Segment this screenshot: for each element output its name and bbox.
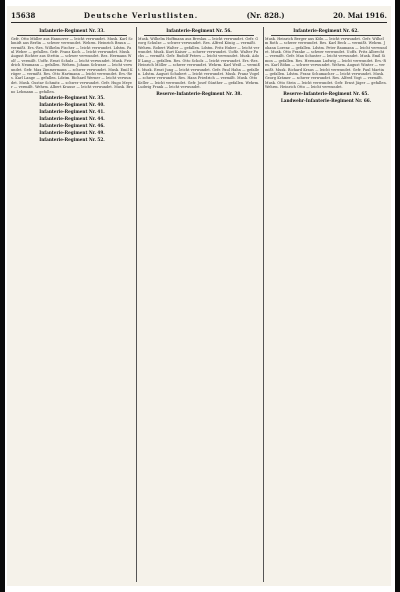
- column-divider: [136, 27, 137, 582]
- issue-date: 20. Mai 1916.: [333, 10, 387, 20]
- column-heading: Infanterie-Regiment Nr. 44.: [39, 116, 105, 122]
- column-heading: Infanterie-Regiment Nr. 33.: [39, 28, 105, 33]
- column-heading: Infanterie-Regiment Nr. 35.: [39, 95, 105, 101]
- column-2: [138, 27, 260, 582]
- column-heading: Infanterie-Regiment Nr. 56.: [166, 28, 232, 33]
- column-heading: Infanterie-Regiment Nr. 62.: [293, 28, 359, 33]
- column-heading: Infanterie-Regiment Nr. 46.: [39, 123, 105, 129]
- publication-title: Deutsche Verlustlisten.: [83, 10, 199, 20]
- column-body: Musk. Heinrich Berger aus Köln — leicht verwundet. Gefr. Wilhelm Roth — schwer verwundet. Res. Karl Beck — vermißt. Wehrm. Johann Lorenz — gefallen. Ldstm. Peter Baumann — leicht verwundet. Musk. Otto Franke — schwer verwundet. Uoffz. Fritz Albrecht — vermißt. Gefr. Max Schuster — leicht verwundet. Musk. Emil Simon — gefallen. Res. Hermann Ludwig — leicht verwundet. Ers.-Res. Karl Böhm — schwer verwundet. Wehrm. August Winter — vermißt. Musk. Richard Kraus — leicht verwundet. Gefr. Paul Martin — gefallen. Ldstm. Franz Schumacher — leicht verwundet. Musk. Georg Krämer — schwer verwundet. Res. Alfred Vogt — vermißt. Musk. Otto Stein — leicht verwundet. Gefr. Ernst Jäger — gefallen. Wehrm. Heinrich Otto — leicht verwundet.: [265, 36, 387, 90]
- column-heading: Infanterie-Regiment Nr. 40.: [39, 102, 105, 108]
- newspaper-page: [7, 6, 391, 586]
- header-rule: [11, 22, 387, 23]
- column-3: [265, 27, 387, 582]
- heading-divider: [144, 35, 254, 36]
- column-body: Gefr. Otto Müller aus Hannover — leicht verwundet. Musk. Karl Schmidt aus Berlin — schwer verwundet. Wehrm. Heinrich Braun — vermißt. Ers.-Res. Wilhelm Fischer — leicht verwundet. Ldstm. Paul Weber — gefallen. Gefr. Franz Koch — leicht verwundet. Musk. August Richter aus Stettin — schwer verwundet. Res. Hermann Wolf — vermißt. Uoffz. Ernst Schulz — leicht verwundet. Musk. Friedrich Neumann — gefallen. Wehrm. Johann Schwarz — leicht verwundet. Gefr. Max Zimmermann — schwer verwundet. Musk. Emil Krüger — vermißt. Res. Otto Hartmann — leicht verwundet. Ers.-Res. Karl Lange — gefallen. Ldstm. Richard Werner — leicht verwundet. Musk. Gustav Schmitz — schwer verwundet. Gefr. Hugo Meyer — vermißt. Wehrm. Albert Krause — leicht verwundet. Musk. Bruno Lehmann — gefallen.: [11, 36, 133, 94]
- column-heading: Reserve-Infanterie-Regiment Nr. 65.: [283, 90, 369, 96]
- page-number: 15638: [11, 10, 36, 20]
- left-scan-edge: [0, 0, 5, 592]
- issue-number: (Nr. 828.): [246, 10, 285, 20]
- column-heading: Infanterie-Regiment Nr. 41.: [39, 109, 105, 115]
- right-scan-edge: [395, 0, 400, 592]
- column-heading: Infanterie-Regiment Nr. 49.: [39, 130, 105, 136]
- column-heading: Reserve-Infanterie-Regiment Nr. 38.: [156, 90, 242, 96]
- heading-divider: [271, 35, 381, 36]
- page-header: [11, 9, 387, 21]
- column-heading: Infanterie-Regiment Nr. 52.: [39, 137, 105, 143]
- column-heading: Landwehr-Infanterie-Regiment Nr. 66.: [280, 97, 372, 103]
- column-divider: [263, 27, 264, 582]
- heading-divider: [17, 35, 127, 36]
- column-body: Musk. Wilhelm Hoffmann aus Breslau — leicht verwundet. Gefr. Georg Schulze — schwer verwundet. Res. Alfred König — vermißt. Wehrm. Robert Walter — gefallen. Ldstm. Fritz Huber — leicht verwundet. Musk. Kurt Kaiser — schwer verwundet. Uoffz. Walter Fuchs — vermißt. Gefr. Rudolf Peters — leicht verwundet. Musk. Adolf Lang — gefallen. Res. Otto Scholz — leicht verwundet. Ers.-Res. Heinrich Möller — schwer verwundet. Wehrm. Karl Weiß — vermißt. Musk. Ernst Jung — leicht verwundet. Gefr. Paul Hahn — gefallen. Ldstm. August Schubert — leicht verwundet. Musk. Franz Vogel — schwer verwundet. Res. Hans Friedrich — vermißt. Musk. Otto Keller — leicht verwundet. Gefr. Josef Günther — gefallen. Wehrm. Ludwig Frank — leicht verwundet.: [138, 36, 260, 90]
- column-1: [11, 27, 133, 582]
